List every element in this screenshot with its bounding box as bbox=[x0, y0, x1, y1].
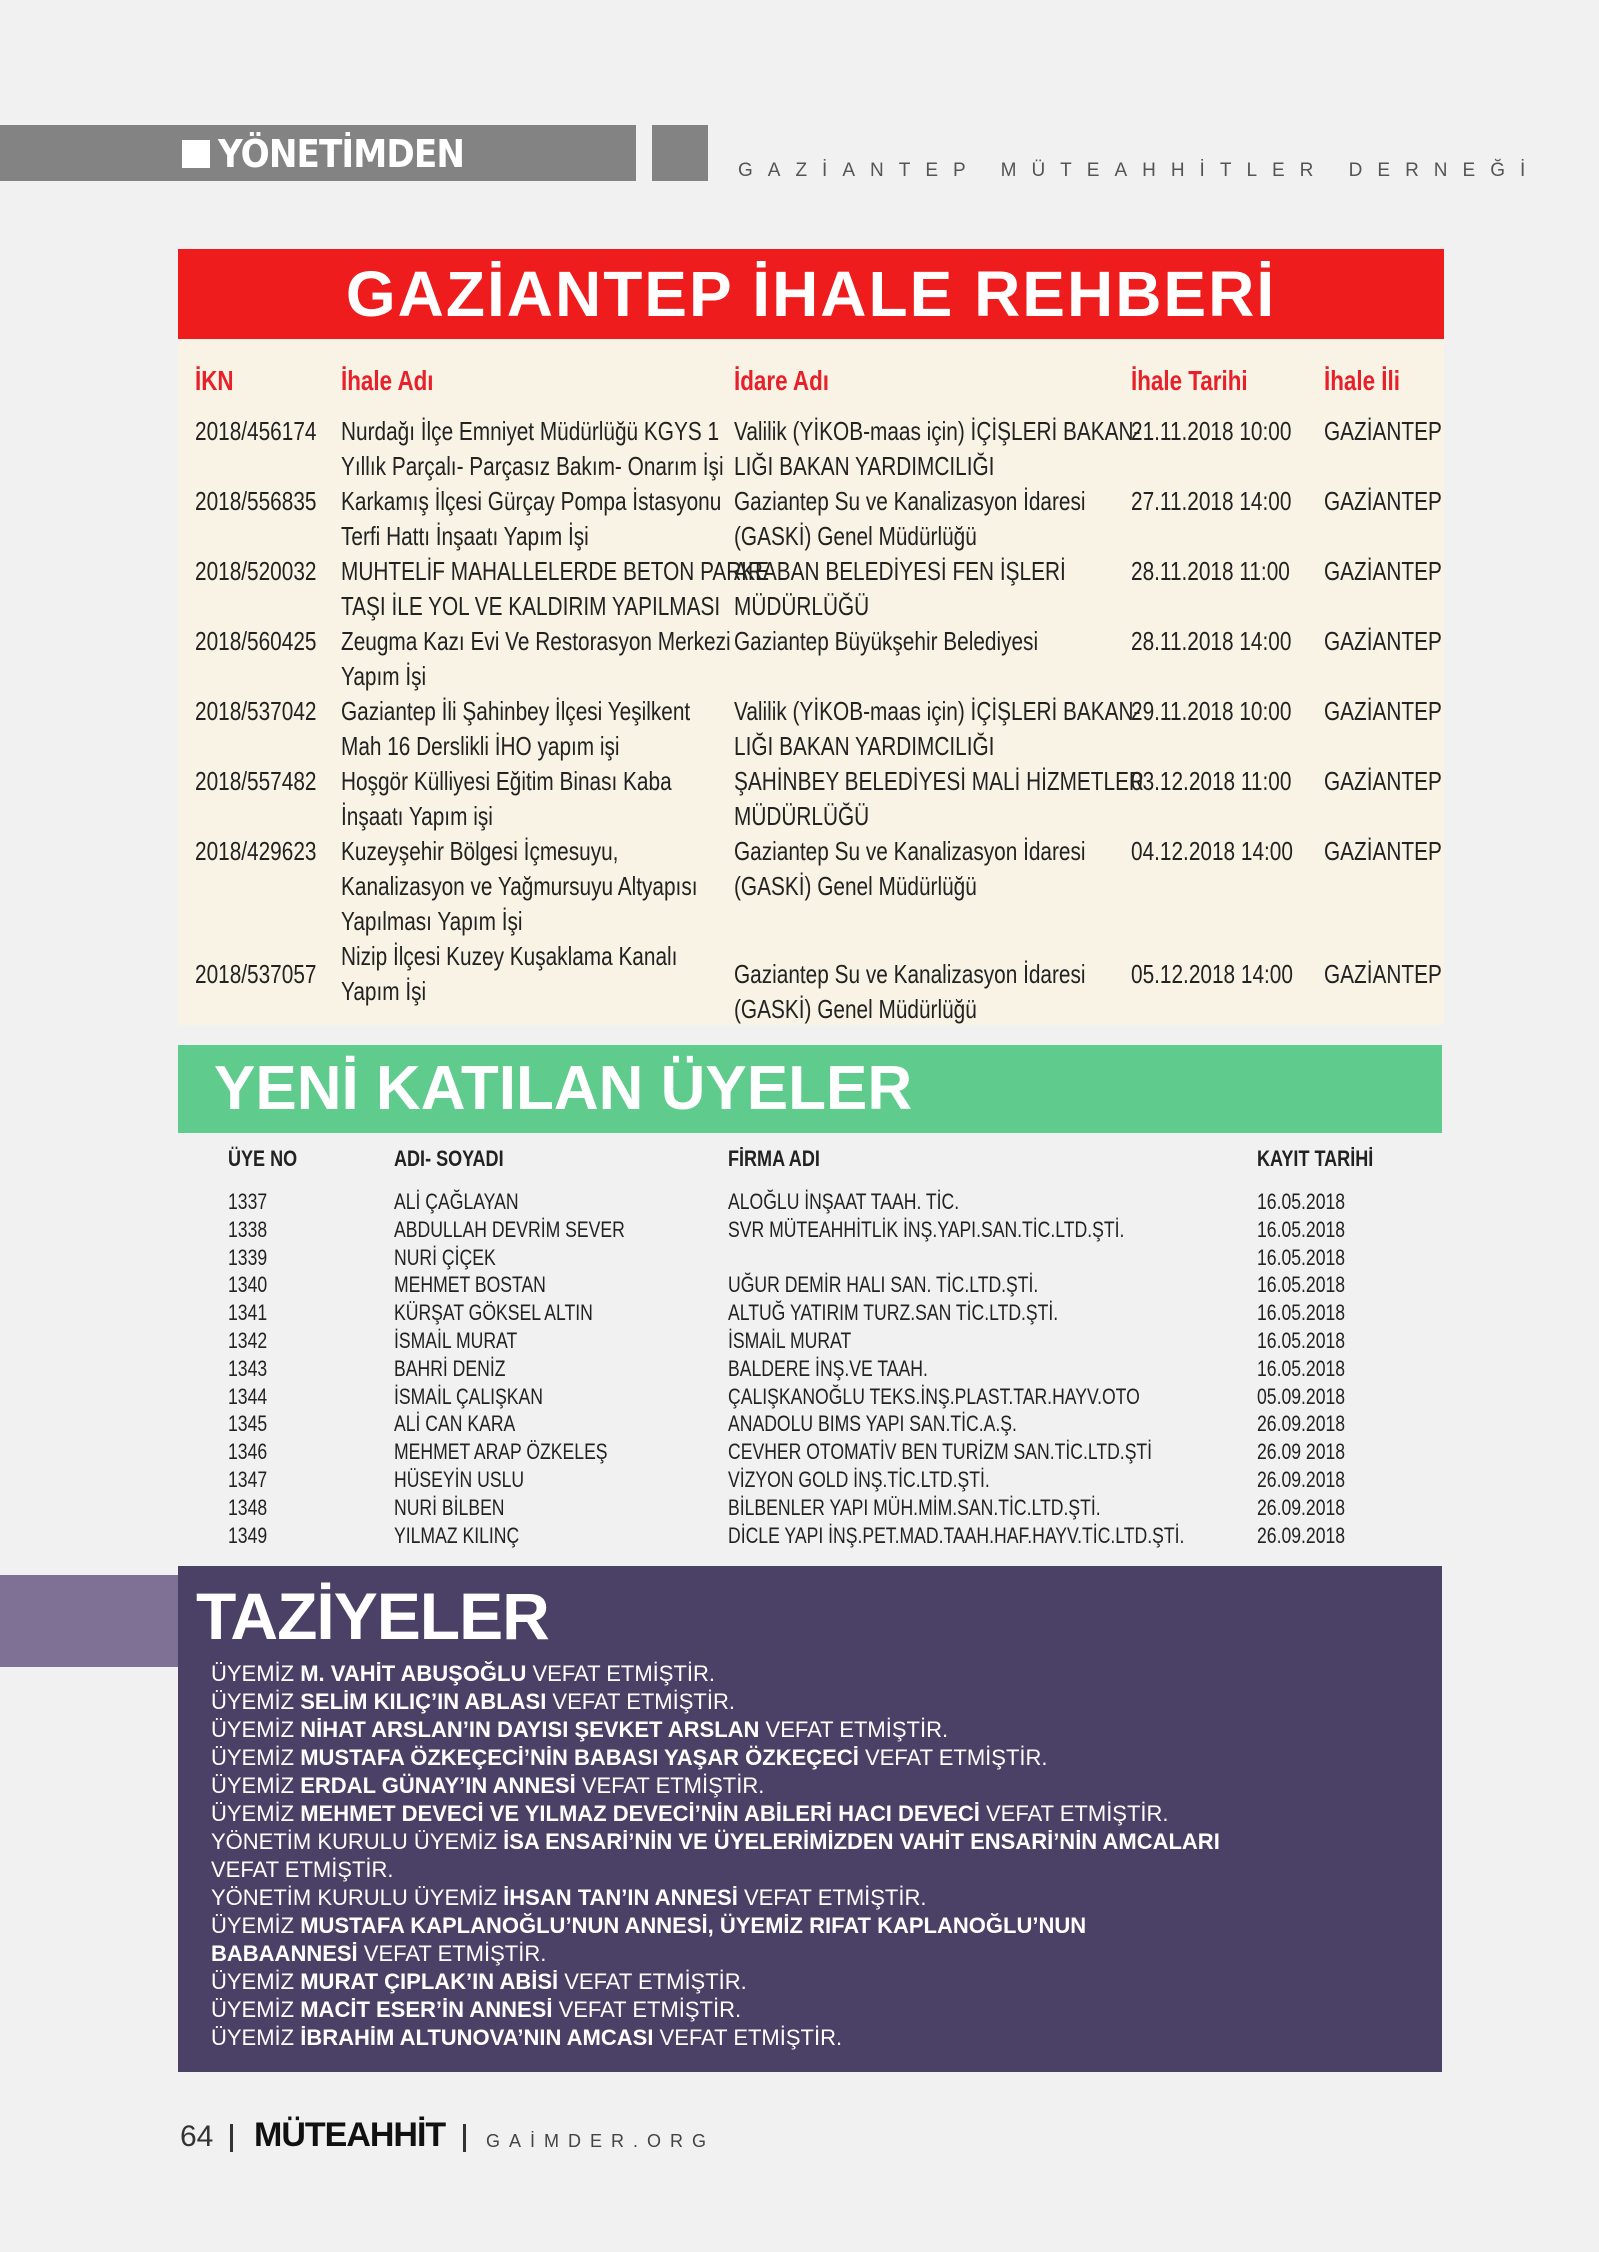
uye-no-cell: 1340 bbox=[228, 1272, 268, 1298]
taziye-text: ÜYEMİZ bbox=[211, 1689, 301, 1714]
ihale-ili-cell: GAZİANTEP bbox=[1324, 696, 1442, 726]
taziye-line bbox=[211, 1912, 1086, 1940]
ihale-tarihi-cell: 21.11.2018 10:00 bbox=[1131, 416, 1292, 446]
ihale-adi-cell: Hoşgör Külliyesi Eğitim Binası Kaba bbox=[341, 766, 672, 796]
taziye-text: ÜYEMİZ bbox=[211, 1717, 301, 1742]
uye-no-cell: 1337 bbox=[228, 1189, 268, 1214]
ikn-cell: 2018/429623 bbox=[195, 836, 317, 866]
taziye-name: SELİM KILIÇ’IN ABLASI bbox=[300, 1689, 547, 1714]
ihale-adi-cell: Kuzeyşehir Bölgesi İçmesuyu, bbox=[341, 836, 619, 866]
firma-adi-cell: UĞUR DEMİR HALI SAN. TİC.LTD.ŞTİ. bbox=[728, 1272, 1039, 1298]
header-square-block bbox=[652, 125, 708, 181]
taziye-text: VEFAT ETMİŞTİR. bbox=[858, 1745, 1048, 1770]
ihale-tarihi-cell: 29.11.2018 10:00 bbox=[1131, 696, 1292, 726]
ikn-header: İKN bbox=[195, 365, 234, 396]
ihale-adi-cell: Nurdağı İlçe Emniyet Müdürlüğü KGYS 1 bbox=[341, 416, 720, 446]
ihale-ili-cell: GAZİANTEP bbox=[1324, 416, 1442, 446]
kayit-tarihi-cell: 05.09.2018 bbox=[1257, 1383, 1346, 1409]
taziye-text: ÜYEMİZ bbox=[211, 1969, 301, 1994]
ihale-adi-cell: Yapım İşi bbox=[341, 661, 427, 691]
ihale-adi-cell: Zeugma Kazı Evi Ve Restorasyon Merkezi bbox=[341, 626, 731, 656]
taziye-line bbox=[211, 1968, 747, 1996]
adi-soyadi-cell: İSMAİL MURAT bbox=[394, 1328, 518, 1353]
kayit-tarihi-cell: 16.05.2018 bbox=[1257, 1328, 1346, 1353]
idare-adi-cell: (GASKİ) Genel Müdürlüğü bbox=[734, 871, 977, 901]
idare-adi-cell: LIĞI BAKAN YARDIMCILIĞI bbox=[734, 731, 995, 761]
taziye-line bbox=[211, 1800, 1169, 1828]
ihale-tarihi-cell: 27.11.2018 14:00 bbox=[1131, 486, 1292, 516]
kayit-tarihi-cell: 26.09.2018 bbox=[1257, 1522, 1346, 1548]
ihale-adi-cell: Terfi Hattı İnşaatı Yapım İşi bbox=[341, 521, 589, 551]
ihale-adi-cell: MUHTELİF MAHALLELERDE BETON PARKE bbox=[341, 556, 770, 586]
adi-soyadi-cell: HÜSEYİN USLU bbox=[394, 1467, 525, 1492]
ihale-ili-cell: GAZİANTEP bbox=[1324, 626, 1442, 656]
ihale-adi-cell: Karkamış İlçesi Gürçay Pompa İstasyonu bbox=[341, 486, 722, 516]
ihale-adi-cell: İnşaatı Yapım işi bbox=[341, 801, 493, 831]
taziye-text: YÖNETİM KURULU ÜYEMİZ bbox=[211, 1885, 504, 1910]
taziye-name: MURAT ÇIPLAK’IN ABİSİ bbox=[300, 1969, 559, 1994]
footer-divider bbox=[463, 2124, 466, 2152]
idare-adi-cell: MÜDÜRLÜĞÜ bbox=[734, 801, 870, 831]
firma-adi-header: FİRMA ADI bbox=[728, 1146, 820, 1171]
taziye-name: MUSTAFA KAPLANOĞLU’NUN ANNESİ, ÜYEMİZ RIFAT KAPLANOĞLU’NUN bbox=[300, 1913, 1087, 1938]
firma-adi-cell: VİZYON GOLD İNŞ.TİC.LTD.ŞTİ. bbox=[728, 1467, 990, 1492]
kayit-tarihi-cell: 26.09.2018 bbox=[1257, 1411, 1346, 1437]
uye-no-cell: 1341 bbox=[228, 1300, 268, 1326]
idare-adi-cell: (GASKİ) Genel Müdürlüğü bbox=[734, 521, 977, 551]
kayit-tarihi-cell: 16.05.2018 bbox=[1257, 1216, 1346, 1242]
uye-no-cell: 1345 bbox=[228, 1411, 268, 1437]
taziye-text: ÜYEMİZ bbox=[211, 1913, 301, 1938]
uye-no-cell: 1348 bbox=[228, 1494, 268, 1520]
ikn-cell: 2018/456174 bbox=[195, 416, 317, 446]
taziye-name: İBRAHİM ALTUNOVA’NIN AMCASI bbox=[300, 2025, 654, 2050]
adi-soyadi-cell: ALİ ÇAĞLAYAN bbox=[394, 1189, 519, 1214]
ihale-tarihi-cell: 03.12.2018 11:00 bbox=[1131, 766, 1292, 796]
adi-soyadi-cell: YILMAZ KILINÇ bbox=[394, 1522, 520, 1548]
ihale-tarihi-header: İhale Tarihi bbox=[1131, 365, 1248, 396]
taziye-line bbox=[211, 1688, 735, 1716]
taziye-text: VEFAT ETMİŞTİR. bbox=[575, 1773, 765, 1798]
taziye-text: ÜYEMİZ bbox=[211, 1773, 301, 1798]
kayit-tarihi-cell: 16.05.2018 bbox=[1257, 1244, 1346, 1270]
adi-soyadi-cell: KÜRŞAT GÖKSEL ALTIN bbox=[394, 1300, 593, 1326]
uye-no-cell: 1347 bbox=[228, 1467, 268, 1492]
ihale-adi-cell: TAŞI İLE YOL VE KALDIRIM YAPILMASI bbox=[341, 591, 721, 621]
taziye-line bbox=[211, 1716, 948, 1744]
taziye-text: VEFAT ETMİŞTİR. bbox=[357, 1941, 547, 1966]
ihale-tarihi-cell: 04.12.2018 14:00 bbox=[1131, 836, 1293, 866]
yeni-uyeler-title: YENİ KATILAN ÜYELER bbox=[178, 1045, 1442, 1133]
kayit-tarihi-cell: 16.05.2018 bbox=[1257, 1355, 1346, 1381]
idare-adi-cell: Valilik (YİKOB-maas için) İÇİŞLERİ BAKAN- bbox=[734, 416, 1141, 446]
idare-adi-cell: LIĞI BAKAN YARDIMCILIĞI bbox=[734, 451, 995, 481]
firma-adi-cell: BALDERE İNŞ.VE TAAH. bbox=[728, 1355, 928, 1381]
taziye-text: VEFAT ETMİŞTİR. bbox=[759, 1717, 949, 1742]
taziye-text: YÖNETİM KURULU ÜYEMİZ bbox=[211, 1829, 504, 1854]
kayit-tarihi-cell: 16.05.2018 bbox=[1257, 1300, 1346, 1326]
taziye-name: NİHAT ARSLAN’IN DAYISI ŞEVKET ARSLAN bbox=[300, 1717, 760, 1742]
firma-adi-cell: ALOĞLU İNŞAAT TAAH. TİC. bbox=[728, 1189, 960, 1214]
adi-soyadi-header: ADI- SOYADI bbox=[394, 1146, 504, 1171]
ihale-adi-cell: Yapılması Yapım İşi bbox=[341, 906, 523, 936]
kayit-tarihi-cell: 16.05.2018 bbox=[1257, 1272, 1346, 1298]
firma-adi-cell: BİLBENLER YAPI MÜH.MİM.SAN.TİC.LTD.ŞTİ. bbox=[728, 1494, 1101, 1520]
uye-no-header: ÜYE NO bbox=[228, 1146, 298, 1171]
idare-adi-cell: (GASKİ) Genel Müdürlüğü bbox=[734, 994, 977, 1024]
taziye-text: VEFAT ETMİŞTİR. bbox=[526, 1661, 715, 1686]
idare-adi-cell: Gaziantep Su ve Kanalizasyon İdaresi bbox=[734, 486, 1086, 516]
kayit-tarihi-cell: 16.05.2018 bbox=[1257, 1189, 1346, 1214]
idare-adi-cell: ŞAHİNBEY BELEDİYESİ MALİ HİZMETLER bbox=[734, 766, 1144, 796]
taziye-name: ERDAL GÜNAY’IN ANNESİ bbox=[300, 1773, 576, 1798]
ihale-adi-cell: Kanalizasyon ve Yağmursuyu Altyapısı bbox=[341, 871, 698, 901]
adi-soyadi-cell: NURİ BİLBEN bbox=[394, 1494, 505, 1520]
taziyeler-side-bar bbox=[0, 1575, 178, 1667]
taziye-name: İSA ENSARİ’NİN VE ÜYELERİMİZDEN VAHİT ENSARİ’NİN AMCALARI bbox=[503, 1829, 1220, 1854]
ikn-cell: 2018/537057 bbox=[195, 959, 317, 989]
ihale-tarihi-cell: 05.12.2018 14:00 bbox=[1131, 959, 1293, 989]
taziye-text: VEFAT ETMİŞTİR. bbox=[211, 1857, 394, 1882]
website-link[interactable]: GAİMDER.ORG bbox=[486, 2131, 716, 2151]
ikn-cell: 2018/557482 bbox=[195, 766, 317, 796]
kayit-tarihi-cell: 26.09.2018 bbox=[1257, 1467, 1346, 1492]
taziye-text: ÜYEMİZ bbox=[211, 1801, 301, 1826]
ihale-ili-cell: GAZİANTEP bbox=[1324, 766, 1442, 796]
idare-adi-cell: Gaziantep Su ve Kanalizasyon İdaresi bbox=[734, 836, 1086, 866]
uye-no-cell: 1344 bbox=[228, 1383, 268, 1409]
taziye-name: MUSTAFA ÖZKEÇECİ’NİN BABASI YAŞAR ÖZKEÇECİ bbox=[300, 1745, 859, 1770]
idare-adi-cell: Gaziantep Büyükşehir Belediyesi bbox=[734, 626, 1039, 656]
ihale-rehberi-title: GAZİANTEP İHALE REHBERİ bbox=[178, 249, 1444, 339]
taziye-text: VEFAT ETMİŞTİR. bbox=[546, 1689, 735, 1714]
firma-adi-cell: DİCLE YAPI İNŞ.PET.MAD.TAAH.HAF.HAYV.TİC.LTD.ŞTİ. bbox=[728, 1522, 1185, 1548]
firma-adi-cell: CEVHER OTOMATİV BEN TURİZM SAN.TİC.LTD.ŞTİ bbox=[728, 1439, 1153, 1465]
ihale-adi-cell: Nizip İlçesi Kuzey Kuşaklama Kanalı bbox=[341, 941, 678, 971]
taziye-name: MACİT ESER’İN ANNESİ bbox=[300, 1997, 553, 2022]
taziye-line bbox=[211, 2024, 842, 2052]
uye-no-cell: 1338 bbox=[228, 1216, 268, 1242]
idare-adi-cell: MÜDÜRLÜĞÜ bbox=[734, 591, 870, 621]
taziyeler-title: TAZİYELER bbox=[196, 1579, 549, 1653]
ihale-adi-cell: Mah 16 Derslikli İHO yapım işi bbox=[341, 731, 620, 761]
taziye-text: VEFAT ETMİŞTİR. bbox=[979, 1801, 1169, 1826]
adi-soyadi-cell: İSMAİL ÇALIŞKAN bbox=[394, 1383, 543, 1409]
firma-adi-cell: ANADOLU BIMS YAPI SAN.TİC.A.Ş. bbox=[728, 1411, 1017, 1437]
uye-no-cell: 1342 bbox=[228, 1328, 268, 1353]
magazine-logo: MÜTEAHHİT bbox=[254, 2116, 446, 2154]
footer-divider bbox=[230, 2124, 233, 2152]
idare-adi-cell: Gaziantep Su ve Kanalizasyon İdaresi bbox=[734, 959, 1086, 989]
taziye-line bbox=[211, 1772, 764, 1800]
taziye-text: VEFAT ETMİŞTİR. bbox=[653, 2025, 843, 2050]
taziye-text: ÜYEMİZ bbox=[211, 2025, 301, 2050]
taziye-name: BABAANNESİ bbox=[211, 1941, 358, 1966]
taziye-text: VEFAT ETMİŞTİR. bbox=[552, 1997, 742, 2022]
page-number: 64 bbox=[180, 2120, 214, 2153]
adi-soyadi-cell: ABDULLAH DEVRİM SEVER bbox=[394, 1216, 625, 1242]
taziye-line bbox=[211, 1828, 1220, 1856]
ihale-ili-cell: GAZİANTEP bbox=[1324, 836, 1442, 866]
adi-soyadi-cell: MEHMET ARAP ÖZKELEŞ bbox=[394, 1439, 608, 1465]
kayit-tarihi-cell: 26.09.2018 bbox=[1257, 1494, 1346, 1520]
ikn-cell: 2018/520032 bbox=[195, 556, 317, 586]
idare-adi-cell: ARABAN BELEDİYESİ FEN İŞLERİ bbox=[734, 556, 1066, 586]
firma-adi-cell: İSMAİL MURAT bbox=[728, 1328, 852, 1353]
idare-adi-cell: Valilik (YİKOB-maas için) İÇİŞLERİ BAKAN- bbox=[734, 696, 1141, 726]
firma-adi-cell: ALTUĞ YATIRIM TURZ.SAN TİC.LTD.ŞTİ. bbox=[728, 1300, 1059, 1326]
adi-soyadi-cell: ALİ CAN KARA bbox=[394, 1411, 516, 1437]
uye-no-cell: 1339 bbox=[228, 1244, 268, 1270]
adi-soyadi-cell: BAHRİ DENİZ bbox=[394, 1355, 506, 1381]
ihale-adi-cell: Gaziantep İli Şahinbey İlçesi Yeşilkent bbox=[341, 696, 691, 726]
taziye-line bbox=[211, 1940, 546, 1968]
ihale-adi-cell: Yıllık Parçalı- Parçasız Bakım- Onarım İşi bbox=[341, 451, 724, 481]
firma-adi-cell: ÇALIŞKANOĞLU TEKS.İNŞ.PLAST.TAR.HAYV.OTO bbox=[728, 1383, 1140, 1409]
ihale-ili-cell: GAZİANTEP bbox=[1324, 959, 1442, 989]
ihale-ili-cell: GAZİANTEP bbox=[1324, 556, 1442, 586]
ikn-cell: 2018/560425 bbox=[195, 626, 317, 656]
uye-no-cell: 1349 bbox=[228, 1522, 268, 1548]
ihale-tarihi-cell: 28.11.2018 11:00 bbox=[1131, 556, 1290, 586]
uye-no-cell: 1343 bbox=[228, 1355, 268, 1381]
ihale-adi-cell: Yapım İşi bbox=[341, 976, 427, 1006]
kayit-tarihi-cell: 26.09 2018 bbox=[1257, 1439, 1346, 1465]
taziye-line bbox=[211, 1660, 715, 1688]
taziye-text: VEFAT ETMİŞTİR. bbox=[737, 1885, 927, 1910]
ihale-ili-header: İhale İli bbox=[1324, 365, 1400, 396]
section-title: YÖNETİMDEN bbox=[218, 132, 465, 176]
taziye-line bbox=[211, 1744, 1048, 1772]
taziye-text: ÜYEMİZ bbox=[211, 1997, 301, 2022]
uye-no-cell: 1346 bbox=[228, 1439, 268, 1465]
ihale-tarihi-cell: 28.11.2018 14:00 bbox=[1131, 626, 1292, 656]
taziye-line bbox=[211, 1884, 926, 1912]
ikn-cell: 2018/537042 bbox=[195, 696, 317, 726]
adi-soyadi-cell: MEHMET BOSTAN bbox=[394, 1272, 546, 1298]
ikn-cell: 2018/556835 bbox=[195, 486, 317, 516]
idare-adi-header: İdare Adı bbox=[734, 365, 830, 396]
taziye-name: M. VAHİT ABUŞOĞLU bbox=[300, 1661, 527, 1686]
adi-soyadi-cell: NURİ ÇİÇEK bbox=[394, 1244, 496, 1270]
ihale-adi-header: İhale Adı bbox=[341, 365, 434, 396]
taziye-text: VEFAT ETMİŞTİR. bbox=[558, 1969, 747, 1994]
taziye-line bbox=[211, 1996, 741, 2024]
taziye-text: ÜYEMİZ bbox=[211, 1745, 301, 1770]
firma-adi-cell: SVR MÜTEAHHİTLİK İNŞ.YAPI.SAN.TİC.LTD.ŞTİ. bbox=[728, 1216, 1125, 1242]
ihale-ili-cell: GAZİANTEP bbox=[1324, 486, 1442, 516]
taziye-name: İHSAN TAN’IN ANNESİ bbox=[503, 1885, 738, 1910]
taziye-line bbox=[211, 1856, 394, 1884]
kayit-tarihi-header: KAYIT TARİHİ bbox=[1257, 1146, 1374, 1171]
taziye-text: ÜYEMİZ bbox=[211, 1661, 301, 1686]
association-name: GAZİANTEP MÜTEAHHİTLER DERNEĞİ bbox=[738, 160, 1541, 181]
taziye-name: MEHMET DEVECİ VE YILMAZ DEVECİ’NİN ABİLERİ HACI DEVECİ bbox=[300, 1801, 980, 1826]
